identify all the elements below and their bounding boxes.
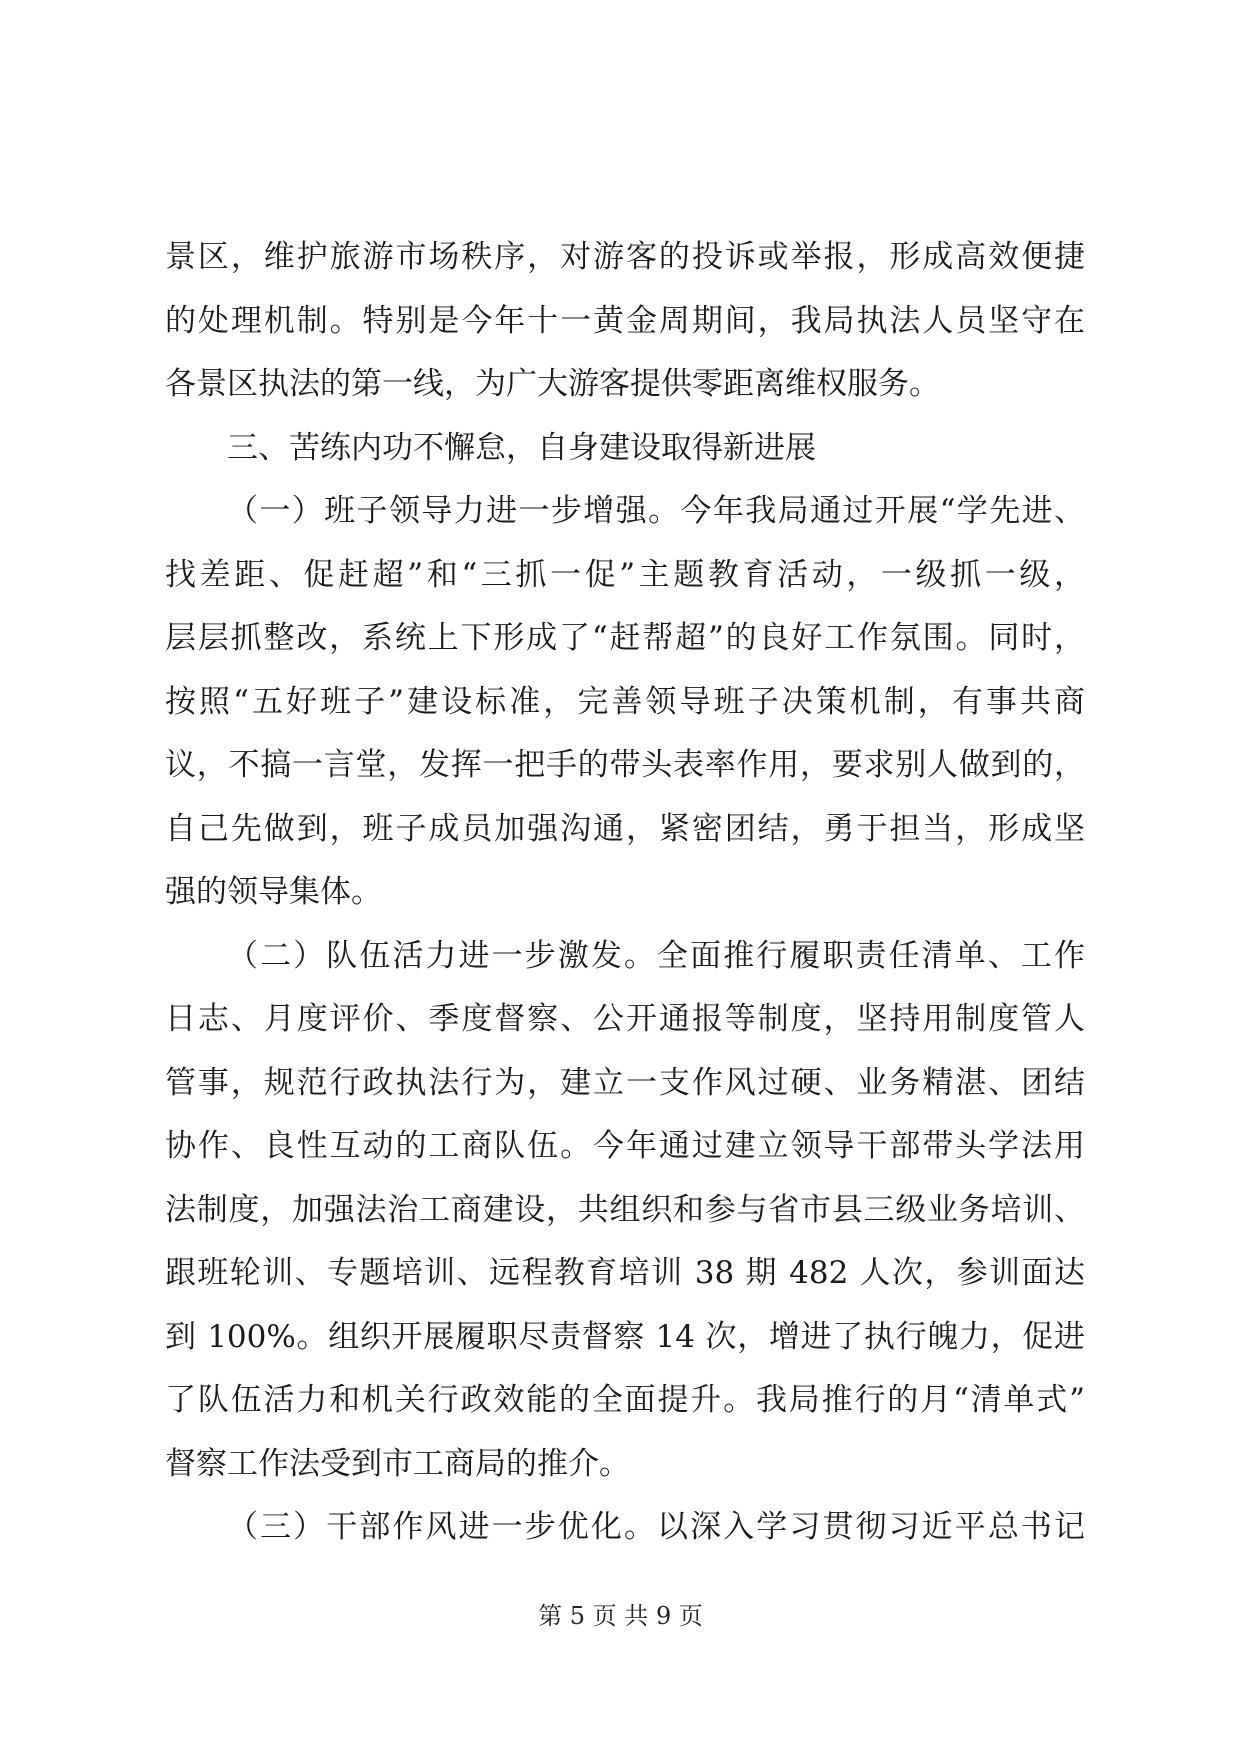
- text-line: 的处理机制。特别是今年十一黄金周期间，我局执法人员坚守在: [165, 302, 1085, 339]
- body-text: [165, 226, 1085, 1560]
- text-line: 日志、月度评价、季度督察、公开通报等制度，坚持用制度管人: [165, 1001, 1085, 1037]
- text-line: 按照“五好班子”建设标准，完善领导班子决策机制，有事共商: [165, 683, 1085, 720]
- text-line: 到 100%。组织开展履职尽责督察 14 次，增进了执行魄力，促进: [165, 1318, 1085, 1355]
- text-line: 督察工作法受到市工商局的推介。: [165, 1445, 630, 1482]
- text-line: 法制度，加强法治工商建设，共组织和参与省市县三级业务培训、: [165, 1191, 1085, 1228]
- text-line: 景区，维护旅游市场秩序，对游客的投诉或举报，形成高效便捷: [165, 239, 1085, 275]
- text-line: 协作、良性互动的工商队伍。今年通过建立领导干部带头学法用: [165, 1128, 1085, 1164]
- text-line: 了队伍活力和机关行政效能的全面提升。我局推行的月“清单式”: [165, 1382, 1085, 1418]
- text-line: 跟班轮训、专题培训、远程教育培训 38 期 482 人次，参训面达: [165, 1255, 1085, 1291]
- text-line: 自己先做到，班子成员加强沟通，紧密团结，勇于担当，形成坚: [165, 810, 1085, 847]
- text-line: 找差距、促赶超”和“三抓一促”主题教育活动，一级抓一级，: [165, 556, 1085, 593]
- text-line: （一）班子领导力进一步增强。今年我局通过开展“学先进、: [227, 493, 1085, 529]
- text-line: 议，不搞一言堂，发挥一把手的带头表率作用，要求别人做到的，: [165, 747, 1085, 783]
- text-line: （三）干部作风进一步优化。以深入学习贯彻习近平总书记: [227, 1509, 1085, 1545]
- text-line: 强的领导集体。: [165, 874, 382, 910]
- text-line: 管事，规范行政执法行为，建立一支作风过硬、业务精湛、团结: [165, 1064, 1085, 1101]
- text-line: （二）队伍活力进一步激发。全面推行履职责任清单、工作: [227, 937, 1085, 974]
- page-number-footer: 第 5 页 共 9 页: [538, 1602, 703, 1630]
- section-heading: 三、苦练内功不懈怠，自身建设取得新进展: [227, 429, 816, 466]
- text-line: 层层抓整改，系统上下形成了“赶帮超”的良好工作氛围。同时，: [165, 620, 1085, 656]
- text-line: 各景区执法的第一线，为广大游客提供零距离维权服务。: [165, 366, 940, 402]
